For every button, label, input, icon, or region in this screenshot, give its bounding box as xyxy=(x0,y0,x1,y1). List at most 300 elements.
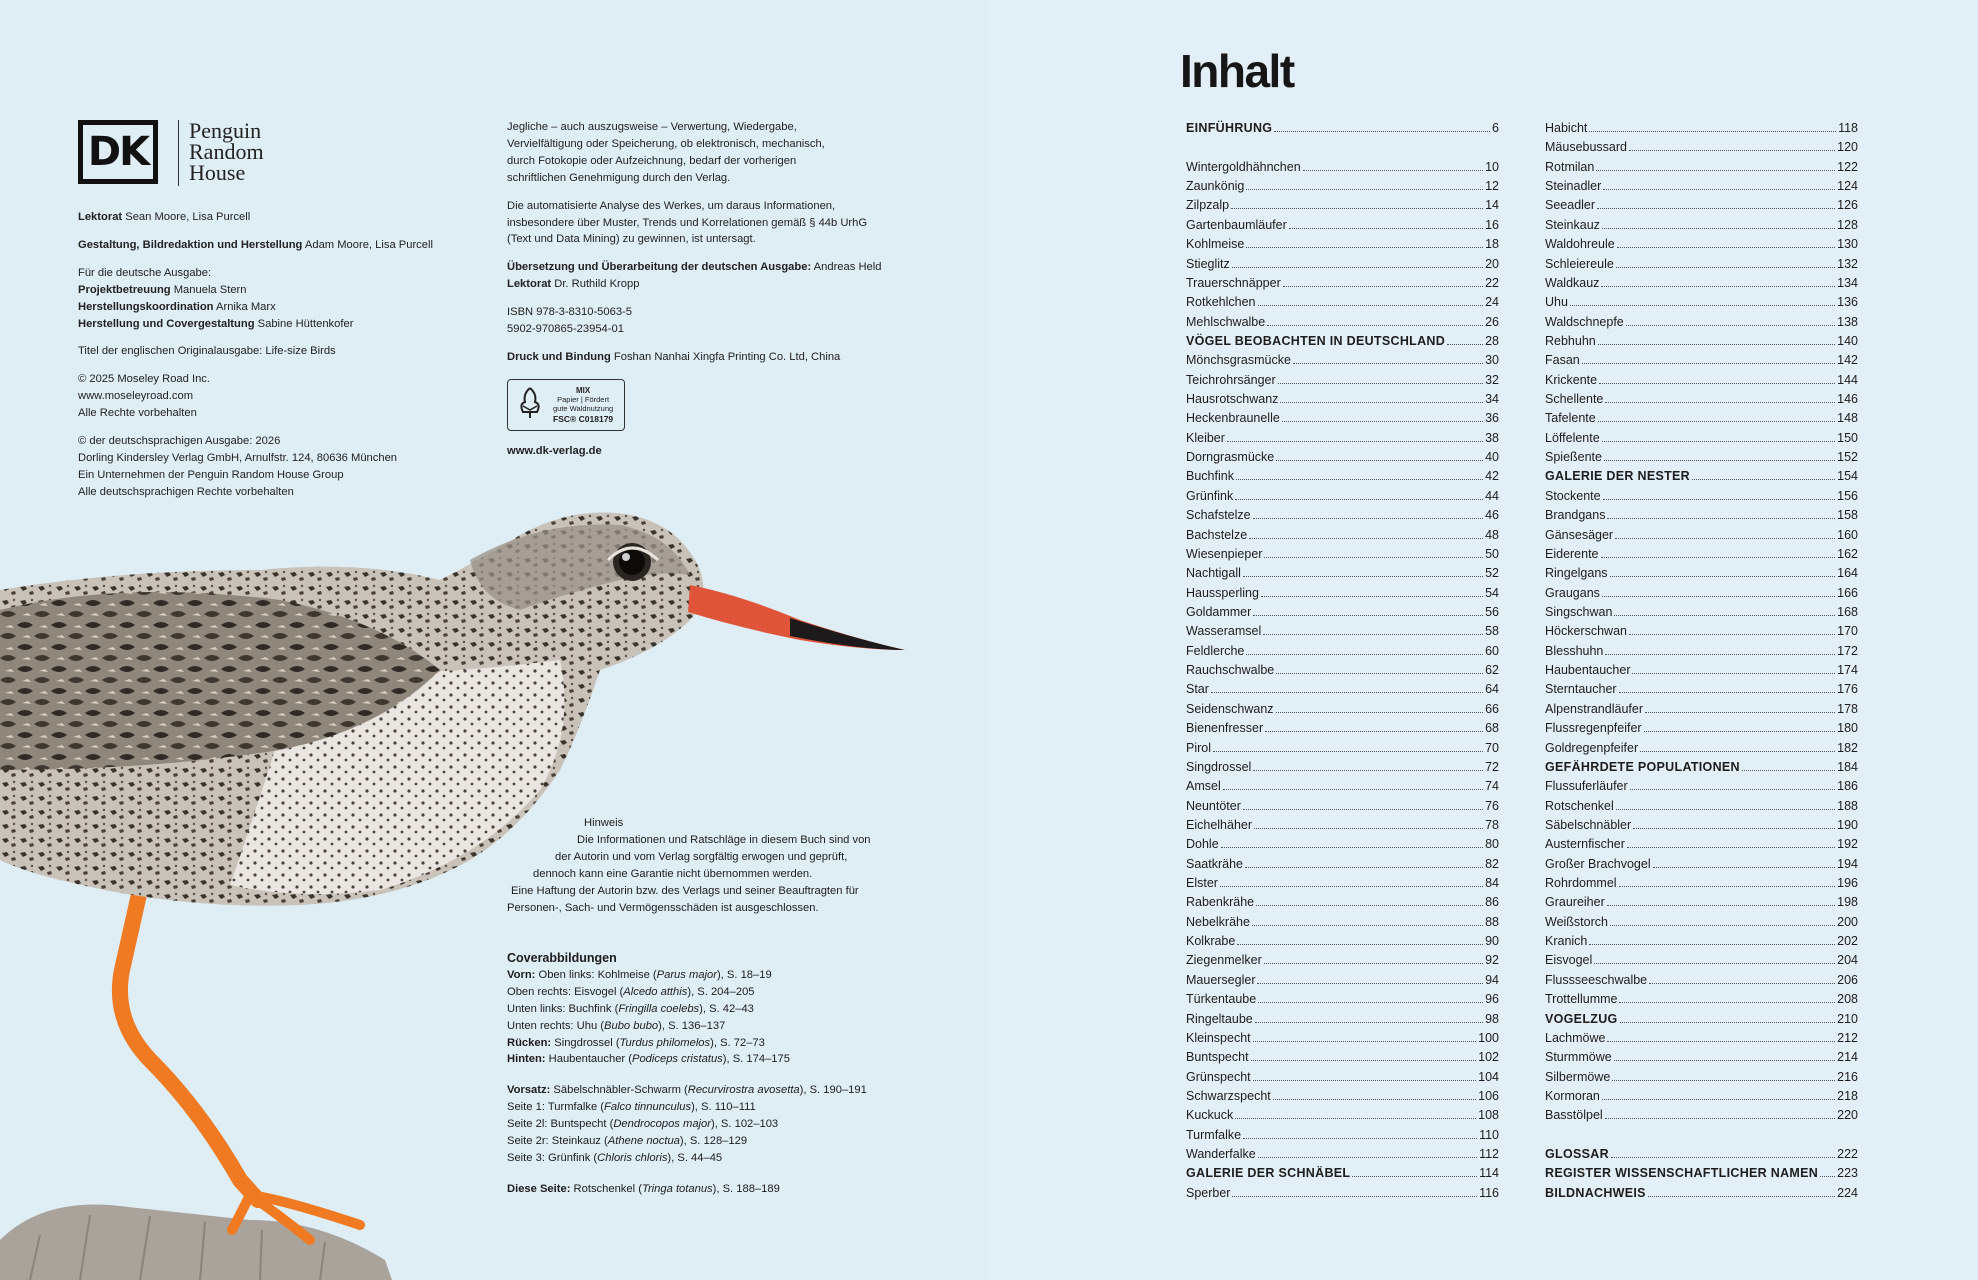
toc-entry[interactable] xyxy=(1545,448,1858,467)
toc-column-1 xyxy=(1186,119,1499,1203)
toc-page-number: 22 xyxy=(1485,275,1499,290)
toc-section-entry[interactable] xyxy=(1545,1184,1858,1203)
toc-page-number: 74 xyxy=(1485,779,1499,794)
toc-entry[interactable] xyxy=(1186,971,1499,990)
toc-page-number: 64 xyxy=(1485,682,1499,697)
toc-entry[interactable] xyxy=(1545,158,1858,177)
toc-entry[interactable] xyxy=(1186,835,1499,854)
toc-entry-title: Buntspecht xyxy=(1186,1050,1249,1065)
toc-page-number: 216 xyxy=(1837,1069,1858,1084)
imprint-right-column xyxy=(507,119,907,460)
toc-entry[interactable] xyxy=(1545,739,1858,758)
toc-entry[interactable] xyxy=(1186,545,1499,564)
toc-leader-dots xyxy=(1232,267,1483,268)
toc-entry[interactable] xyxy=(1545,545,1858,564)
toc-entry-title: Pirol xyxy=(1186,740,1212,755)
disclaimer-line: Eine Haftung der Autorin bzw. des Verlags und seiner Beauftragten für xyxy=(511,884,859,897)
toc-entry-title: Blesshuhn xyxy=(1545,643,1604,658)
text-run: Alle Rechte vorbehalten xyxy=(78,407,197,420)
toc-entry[interactable] xyxy=(1186,235,1499,254)
toc-page-number: 160 xyxy=(1837,527,1858,542)
toc-entry[interactable] xyxy=(1545,971,1858,990)
toc-entry[interactable] xyxy=(1545,526,1858,545)
cover-credit-row xyxy=(507,1116,927,1133)
imprint-paragraph xyxy=(78,371,478,422)
toc-leader-dots xyxy=(1582,363,1835,364)
text-run: Die automatisierte Analyse des Werkes, um daraus Informationen, xyxy=(507,199,836,212)
toc-entry[interactable] xyxy=(1186,584,1499,603)
cover-credit-row xyxy=(507,1001,927,1018)
toc-entry[interactable] xyxy=(1545,177,1858,196)
text-run: (Text und Data Mining) zu gewinnen, ist untersagt. xyxy=(507,233,756,246)
toc-entry[interactable] xyxy=(1186,1126,1499,1145)
toc-entry[interactable] xyxy=(1186,874,1499,893)
toc-entry-title: Flussregenpfeifer xyxy=(1545,721,1642,736)
toc-entry[interactable] xyxy=(1186,487,1499,506)
toc-page-number: 180 xyxy=(1837,721,1858,736)
toc-entry[interactable] xyxy=(1545,932,1858,951)
toc-page-number: 128 xyxy=(1837,217,1858,232)
toc-entry[interactable] xyxy=(1186,951,1499,970)
toc-entry[interactable] xyxy=(1186,932,1499,951)
toc-entry-title: Ringelgans xyxy=(1545,566,1608,581)
toc-page-number: 26 xyxy=(1485,314,1499,329)
toc-entry-title: BILDNACHWEIS xyxy=(1545,1185,1646,1200)
toc-entry[interactable] xyxy=(1545,951,1858,970)
text-run: ), S. 190–191 xyxy=(799,1084,867,1097)
spacer xyxy=(1186,138,1499,157)
toc-page-number: 46 xyxy=(1485,508,1499,523)
toc-page-number: 114 xyxy=(1479,1166,1499,1181)
toc-entry[interactable] xyxy=(1186,351,1499,370)
toc-entry-title: GALERIE DER NESTER xyxy=(1545,469,1690,484)
text-run: Rotschenkel ( xyxy=(570,1182,642,1195)
toc-entry-title: Kranich xyxy=(1545,934,1588,949)
toc-entry[interactable] xyxy=(1186,274,1499,293)
toc-page-number: 168 xyxy=(1837,604,1858,619)
toc-entry[interactable] xyxy=(1186,719,1499,738)
toc-entry-title: Alpenstrandläufer xyxy=(1545,701,1643,716)
toc-entry[interactable] xyxy=(1545,835,1858,854)
toc-entry[interactable] xyxy=(1545,255,1858,274)
toc-entry[interactable] xyxy=(1186,642,1499,661)
text-run: ), S. 128–129 xyxy=(679,1135,748,1148)
toc-entry-title: GLOSSAR xyxy=(1545,1147,1609,1162)
toc-entry[interactable] xyxy=(1186,196,1499,215)
toc-page-number: 100 xyxy=(1478,1030,1499,1045)
toc-page-number: 186 xyxy=(1837,779,1858,794)
publisher-logo xyxy=(78,120,264,186)
cover-credit-row xyxy=(507,1133,927,1150)
toc-entry-title: Seeadler xyxy=(1545,198,1596,213)
toc-entry-title: Eisvogel xyxy=(1545,953,1593,968)
toc-entry[interactable] xyxy=(1186,913,1499,932)
toc-leader-dots xyxy=(1253,518,1483,519)
toc-entry[interactable] xyxy=(1545,874,1858,893)
toc-page-number: 6 xyxy=(1492,121,1499,135)
toc-entry-title: Eiderente xyxy=(1545,546,1599,561)
toc-page-number: 124 xyxy=(1837,179,1858,194)
toc-entry-title: Grünfink xyxy=(1186,488,1234,503)
toc-section-entry[interactable] xyxy=(1186,1164,1499,1183)
toc-leader-dots xyxy=(1601,557,1836,558)
scientific-name: Podiceps cristatus xyxy=(631,1053,723,1066)
toc-leader-dots xyxy=(1243,809,1483,810)
toc-entry-title: Schafstelze xyxy=(1186,508,1251,523)
toc-entry-title: Rotmilan xyxy=(1545,159,1595,174)
toc-entry[interactable] xyxy=(1186,1010,1499,1029)
text-run: Andreas Held xyxy=(811,261,882,274)
toc-entry[interactable] xyxy=(1186,1184,1499,1203)
toc-entry[interactable] xyxy=(1545,584,1858,603)
toc-entry[interactable] xyxy=(1545,680,1858,699)
text-run: Sean Moore, Lisa Purcell xyxy=(122,211,251,223)
toc-section-entry[interactable] xyxy=(1545,1145,1858,1164)
toc-entry-title: Waldkauz xyxy=(1545,275,1600,290)
publisher-website[interactable]: www.dk-verlag.de xyxy=(507,444,602,457)
toc-entry-title: Goldammer xyxy=(1186,604,1252,619)
toc-entry[interactable] xyxy=(1186,390,1499,409)
toc-entry[interactable] xyxy=(1186,739,1499,758)
toc-leader-dots xyxy=(1245,867,1483,868)
toc-page-number: 156 xyxy=(1837,488,1858,503)
toc-entry[interactable] xyxy=(1186,1106,1499,1125)
toc-entry[interactable] xyxy=(1545,1068,1858,1087)
toc-entry[interactable] xyxy=(1186,622,1499,641)
toc-leader-dots xyxy=(1264,557,1483,558)
toc-section-entry[interactable] xyxy=(1545,758,1858,777)
toc-entry-title: Rotkehlchen xyxy=(1186,295,1256,310)
toc-entry-title: GEFÄHRDETE POPULATIONEN xyxy=(1545,759,1740,774)
toc-entry[interactable] xyxy=(1545,313,1858,332)
toc-page-number: 32 xyxy=(1485,372,1499,387)
toc-page-number: 198 xyxy=(1837,895,1858,910)
toc-page-number: 142 xyxy=(1837,353,1858,368)
toc-entry[interactable] xyxy=(1545,622,1858,641)
toc-leader-dots xyxy=(1615,538,1835,539)
toc-entry[interactable] xyxy=(1545,196,1858,215)
toc-entry[interactable] xyxy=(1545,564,1858,583)
toc-leader-dots xyxy=(1603,189,1835,190)
toc-entry-title: Eichelhäher xyxy=(1186,817,1253,832)
fsc-line: Papier | Fördert xyxy=(557,394,610,404)
scientific-name: Turdus philomelos xyxy=(619,1036,711,1049)
toc-page-number: 206 xyxy=(1837,972,1858,987)
toc-entry[interactable] xyxy=(1545,332,1858,351)
toc-page-number: 174 xyxy=(1837,663,1858,678)
toc-leader-dots xyxy=(1237,944,1483,945)
text-run: Adam Moore, Lisa Purcell xyxy=(302,238,433,251)
toc-entry[interactable] xyxy=(1545,777,1858,796)
imprint-paragraph xyxy=(78,265,478,333)
text-run: Foshan Nanhai Xingfa Printing Co. Ltd, China xyxy=(610,350,841,363)
toc-entry[interactable] xyxy=(1545,429,1858,448)
scientific-name: Tringa totanus xyxy=(641,1182,713,1195)
toc-entry[interactable] xyxy=(1186,409,1499,428)
scientific-name: Fringilla coelebs xyxy=(618,1002,700,1015)
toc-page-number: 24 xyxy=(1485,295,1499,310)
scientific-name: Dendrocopos major xyxy=(613,1118,711,1131)
toc-page-number: 16 xyxy=(1485,217,1499,232)
toc-entry[interactable] xyxy=(1186,506,1499,525)
toc-entry[interactable] xyxy=(1545,913,1858,932)
disclaimer-line: der Autorin und vom Verlag sorgfältig erwogen und geprüft, xyxy=(555,850,848,863)
toc-entry[interactable] xyxy=(1186,1087,1499,1106)
toc-entry-title: Ringeltaube xyxy=(1186,1011,1253,1026)
toc-entry[interactable] xyxy=(1545,506,1858,525)
toc-entry[interactable] xyxy=(1545,661,1858,680)
imprint-paragraph xyxy=(78,209,478,226)
toc-entry-title: Basstölpel xyxy=(1545,1108,1603,1123)
toc-entry-title: Grünspecht xyxy=(1186,1069,1251,1084)
toc-entry-title: Bienenfresser xyxy=(1186,721,1264,736)
bold-label: Lektorat xyxy=(78,211,123,223)
toc-leader-dots xyxy=(1278,383,1483,384)
toc-page-number: 76 xyxy=(1485,798,1499,813)
toc-entry-title: VÖGEL BEOBACHTEN IN DEUTSCHLAND xyxy=(1186,333,1446,348)
scientific-name: Parus major xyxy=(656,968,717,981)
toc-page-number: 190 xyxy=(1837,817,1858,832)
toc-leader-dots xyxy=(1246,189,1483,190)
toc-entry-title: REGISTER WISSENSCHAFTLICHER NAMEN xyxy=(1545,1166,1819,1181)
toc-leader-dots xyxy=(1267,325,1483,326)
toc-page-number: 12 xyxy=(1485,179,1499,194)
toc-page-number: 204 xyxy=(1837,953,1858,968)
toc-entry[interactable] xyxy=(1545,390,1858,409)
toc-entry[interactable] xyxy=(1186,177,1499,196)
toc-page-number: 223 xyxy=(1837,1166,1858,1181)
toc-entry[interactable] xyxy=(1545,603,1858,622)
toc-entry[interactable] xyxy=(1186,777,1499,796)
toc-leader-dots xyxy=(1607,1041,1835,1042)
toc-page-number: 122 xyxy=(1837,159,1858,174)
toc-entry-title: Singdrossel xyxy=(1186,759,1252,774)
toc-page-number: 144 xyxy=(1837,372,1858,387)
toc-entry[interactable] xyxy=(1545,990,1858,1009)
toc-entry[interactable] xyxy=(1186,429,1499,448)
toc-section-entry[interactable] xyxy=(1186,332,1499,351)
toc-entry-title: Rebhuhn xyxy=(1545,333,1596,348)
toc-entry[interactable] xyxy=(1545,642,1858,661)
toc-page-number: 96 xyxy=(1485,992,1499,1007)
cover-credit-row xyxy=(507,967,927,984)
toc-leader-dots xyxy=(1303,170,1483,171)
toc-entry[interactable] xyxy=(1186,293,1499,312)
toc-page-number: 56 xyxy=(1485,604,1499,619)
toc-page-number: 146 xyxy=(1837,392,1858,407)
toc-entry[interactable] xyxy=(1545,1048,1858,1067)
toc-leader-dots xyxy=(1649,983,1835,984)
toc-page-number: 10 xyxy=(1485,159,1499,174)
toc-entry[interactable] xyxy=(1186,1068,1499,1087)
toc-entry-title: Amsel xyxy=(1186,779,1221,794)
toc-entry[interactable] xyxy=(1186,1145,1499,1164)
toc-page-number: 58 xyxy=(1485,624,1499,639)
toc-section-entry[interactable] xyxy=(1545,1010,1858,1029)
toc-entry[interactable] xyxy=(1545,1087,1858,1106)
toc-entry-title: Neuntöter xyxy=(1186,798,1241,813)
toc-leader-dots xyxy=(1820,1176,1835,1177)
toc-entry[interactable] xyxy=(1545,855,1858,874)
toc-entry-title: Kormoran xyxy=(1545,1088,1600,1103)
toc-entry[interactable] xyxy=(1545,119,1858,138)
toc-entry[interactable] xyxy=(1186,797,1499,816)
text-run: ), S. 44–45 xyxy=(667,1151,723,1164)
toc-entry[interactable] xyxy=(1186,526,1499,545)
toc-entry[interactable] xyxy=(1186,661,1499,680)
toc-leader-dots xyxy=(1263,634,1483,635)
toc-page-number: 162 xyxy=(1837,546,1858,561)
text-run: Unten rechts: Uhu ( xyxy=(507,1019,605,1032)
toc-leader-dots xyxy=(1276,712,1484,713)
toc-entry[interactable] xyxy=(1545,487,1858,506)
toc-entry[interactable] xyxy=(1545,700,1858,719)
toc-leader-dots xyxy=(1257,983,1483,984)
toc-entry[interactable] xyxy=(1545,1106,1858,1125)
toc-page-number: 210 xyxy=(1837,1011,1858,1026)
text-run: Dr. Ruthild Kropp xyxy=(551,278,640,291)
toc-entry-title: Austernfischer xyxy=(1545,837,1625,852)
toc-entry[interactable] xyxy=(1545,351,1858,370)
cover-credit-row xyxy=(507,1082,927,1099)
toc-leader-dots xyxy=(1570,305,1835,306)
toc-leader-dots xyxy=(1246,247,1483,248)
toc-entry-title: Sturmmöwe xyxy=(1545,1050,1612,1065)
toc-entry-title: Waldschnepfe xyxy=(1545,314,1624,329)
toc-entry[interactable] xyxy=(1186,1029,1499,1048)
toc-entry[interactable] xyxy=(1186,700,1499,719)
text-run: Sabine Hüttenkofer xyxy=(254,317,354,330)
toc-entry[interactable] xyxy=(1545,893,1858,912)
imprint-paragraph xyxy=(507,349,907,366)
fsc-tree-icon xyxy=(513,384,547,426)
toc-leader-dots xyxy=(1213,751,1483,752)
toc-entry[interactable] xyxy=(1186,603,1499,622)
toc-page-number: 188 xyxy=(1837,798,1858,813)
dk-logo: DK xyxy=(78,120,158,184)
toc-entry[interactable] xyxy=(1186,448,1499,467)
toc-page-number: 224 xyxy=(1837,1185,1858,1200)
toc-entry-title: Haubentaucher xyxy=(1545,663,1631,678)
text-run: Haubentaucher ( xyxy=(545,1053,632,1066)
toc-leader-dots xyxy=(1644,731,1836,732)
toc-leader-dots xyxy=(1276,673,1483,674)
toc-page-number: 148 xyxy=(1837,411,1858,426)
toc-entry-title: Elster xyxy=(1186,876,1218,891)
toc-leader-dots xyxy=(1617,247,1835,248)
cover-credit-row xyxy=(507,1018,927,1035)
disclaimer-line: dennoch kann eine Garantie nicht übernommen werden. xyxy=(533,867,813,880)
toc-entry[interactable] xyxy=(1545,719,1858,738)
toc-entry[interactable] xyxy=(1545,293,1858,312)
toc-entry[interactable] xyxy=(1186,816,1499,835)
toc-entry[interactable] xyxy=(1545,235,1858,254)
toc-leader-dots xyxy=(1261,596,1483,597)
bold-label: Übersetzung und Überarbeitung der deutschen Ausgabe: xyxy=(507,261,812,274)
toc-entry-title: Waldohreule xyxy=(1545,237,1615,252)
toc-page-number: 20 xyxy=(1485,256,1499,271)
toc-leader-dots xyxy=(1596,170,1835,171)
toc-entry[interactable] xyxy=(1186,216,1499,235)
toc-entry-title: Rotschenkel xyxy=(1545,798,1614,813)
toc-leader-dots xyxy=(1630,789,1835,790)
toc-entry-title: Wasseramsel xyxy=(1186,624,1262,639)
toc-entry-title: Weißstorch xyxy=(1545,914,1608,929)
toc-entry[interactable] xyxy=(1186,564,1499,583)
toc-leader-dots xyxy=(1221,847,1483,848)
spacer xyxy=(507,1167,927,1181)
text-run: ), S. 174–175 xyxy=(722,1053,790,1066)
text-run: Unten links: Buchfink ( xyxy=(507,1002,619,1015)
toc-entry[interactable] xyxy=(1545,797,1858,816)
toc-section-entry[interactable] xyxy=(1186,119,1499,138)
toc-page-number: 104 xyxy=(1478,1069,1499,1084)
toc-leader-dots xyxy=(1447,344,1483,345)
toc-entry-title: Mauersegler xyxy=(1186,972,1256,987)
text-run: Arnika Marx xyxy=(213,300,276,313)
toc-entry-title: Mönchsgrasmücke xyxy=(1186,353,1291,368)
toc-section-entry[interactable] xyxy=(1545,467,1858,486)
toc-entry[interactable] xyxy=(1186,371,1499,390)
toc-leader-dots xyxy=(1601,286,1835,287)
toc-page-number: 178 xyxy=(1837,701,1858,716)
toc-entry[interactable] xyxy=(1186,758,1499,777)
imprint-paragraph xyxy=(507,304,907,338)
toc-entry[interactable] xyxy=(1545,216,1858,235)
cover-credit-row xyxy=(507,984,927,1001)
toc-entry-title: Tafelente xyxy=(1545,411,1596,426)
toc-leader-dots xyxy=(1602,1099,1835,1100)
toc-entry[interactable] xyxy=(1545,371,1858,390)
toc-page-number: 116 xyxy=(1479,1185,1499,1200)
toc-entry[interactable] xyxy=(1545,274,1858,293)
toc-entry[interactable] xyxy=(1545,816,1858,835)
toc-entry[interactable] xyxy=(1186,158,1499,177)
toc-entry-title: Schwarzspecht xyxy=(1186,1088,1271,1103)
text-run: ISBN 978-3-8310-5063-5 xyxy=(507,306,633,319)
toc-leader-dots xyxy=(1236,479,1483,480)
toc-entry[interactable] xyxy=(1186,855,1499,874)
spacer xyxy=(507,1068,927,1082)
toc-leader-dots xyxy=(1235,1118,1476,1119)
toc-leader-dots xyxy=(1604,460,1835,461)
disclaimer-line: Die Informationen und Ratschläge in diesem Buch sind von xyxy=(577,833,871,846)
toc-entry[interactable] xyxy=(1545,138,1858,157)
toc-entry-title: Graugans xyxy=(1545,585,1600,600)
toc-entry[interactable] xyxy=(1186,255,1499,274)
toc-entry[interactable] xyxy=(1186,990,1499,1009)
toc-entry-title: Steinkauz xyxy=(1545,217,1600,232)
toc-leader-dots xyxy=(1258,1157,1477,1158)
toc-entry[interactable] xyxy=(1545,1029,1858,1048)
toc-entry-title: Kohlmeise xyxy=(1186,237,1245,252)
toc-leader-dots xyxy=(1256,905,1483,906)
toc-entry-title: Säbelschnäbler xyxy=(1545,817,1632,832)
toc-entry[interactable] xyxy=(1186,893,1499,912)
toc-entry[interactable] xyxy=(1186,467,1499,486)
toc-page-number: 222 xyxy=(1837,1147,1858,1162)
toc-title: Inhalt xyxy=(1180,45,1294,97)
toc-section-entry[interactable] xyxy=(1545,1164,1858,1183)
toc-page-number: 88 xyxy=(1485,914,1499,929)
toc-entry[interactable] xyxy=(1186,313,1499,332)
toc-entry[interactable] xyxy=(1186,1048,1499,1067)
toc-entry[interactable] xyxy=(1186,680,1499,699)
toc-page-number: 92 xyxy=(1485,953,1499,968)
toc-leader-dots xyxy=(1293,363,1483,364)
toc-page-number: 62 xyxy=(1485,663,1499,678)
toc-entry[interactable] xyxy=(1545,409,1858,428)
